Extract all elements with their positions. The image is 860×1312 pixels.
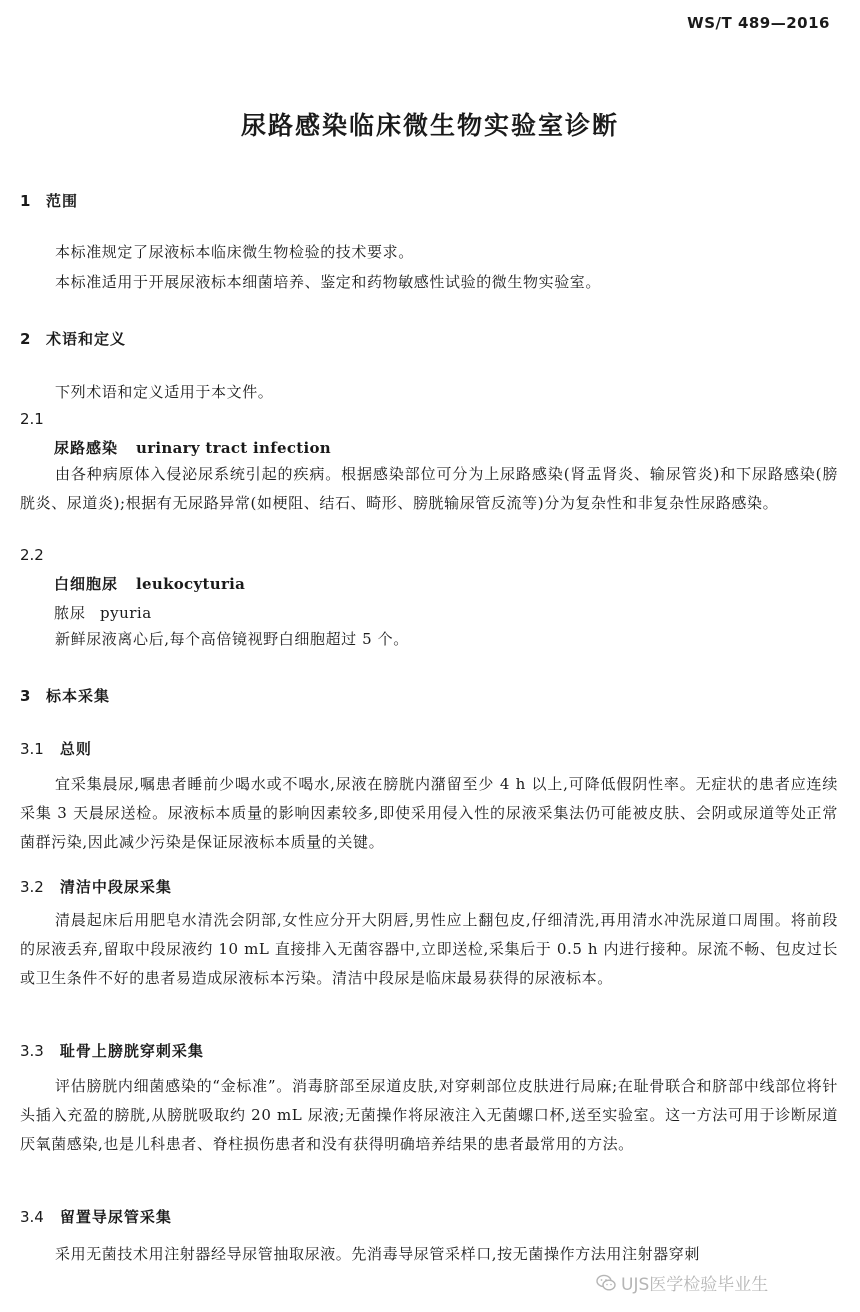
section-number: 3: [20, 687, 32, 705]
watermark-text: UJS医学检验毕业生: [621, 1275, 769, 1295]
term-number: 2.1: [20, 410, 44, 428]
term-definition: 新鲜尿液离心后,每个高倍镜视野白细胞超过 5 个。: [55, 630, 409, 648]
term-zh: 尿路感染: [54, 439, 119, 457]
s2-intro: 下列术语和定义适用于本文件。: [55, 383, 274, 401]
subsection-number: 3.4: [20, 1208, 44, 1226]
section-2-heading: [20, 328, 126, 349]
s3-4-paragraph: 采用无菌技术用注射器经导尿管抽取尿液。先消毒导尿管采样口,按无菌操作方法用注射器穿刺: [55, 1245, 700, 1263]
section-title: 术语和定义: [46, 330, 127, 348]
subsection-title: 清洁中段尿采集: [59, 878, 172, 896]
subsection-3-1-heading: [20, 738, 92, 759]
standard-code: WS/T 489—2016: [687, 14, 830, 32]
s3-1-paragraph: 宜采集晨尿,嘱患者睡前少喝水或不喝水,尿液在膀胱内潴留至少 4 h 以上,可降低假阴性率。无症状的患者应连续采集 3 天晨尿送检。尿液标本质量的影响因素较多,即使采用侵入性的尿液采集法仍可能被皮肤、会阴或尿道等处正常菌群污染,因此减少污染是保证尿液标本质量的关键。: [20, 775, 838, 851]
term-en: urinary tract infection: [136, 439, 331, 457]
synonym-en: pyuria: [100, 604, 152, 622]
term-en: leukocyturia: [136, 575, 246, 593]
subsection-3-4-heading: [20, 1206, 172, 1227]
section-number: 2: [20, 330, 32, 348]
subsection-title: 总则: [59, 740, 92, 758]
s3-2-paragraph: 清晨起床后用肥皂水清洗会阴部,女性应分开大阴唇,男性应上翻包皮,仔细清洗,再用清水冲洗尿道口周围。将前段的尿液丢弃,留取中段尿液约 10 mL 直接排入无菌容器中,立即送检,采集后于 0.5 h 内进行接种。尿流不畅、包皮过长或卫生条件不好的患者易造成尿液标本污染。清洁中段尿是临床最易获得的尿液标本。: [20, 911, 838, 987]
term-definition: 由各种病原体入侵泌尿系统引起的疾病。根据感染部位可分为上尿路感染(肾盂肾炎、输尿管炎)和下尿路感染(膀胱炎、尿道炎);根据有无尿路异常(如梗阻、结石、畸形、膀胱输尿管反流等)分为复杂性和非复杂性尿路感染。: [20, 465, 838, 512]
s1-paragraph-2: 本标准适用于开展尿液标本细菌培养、鉴定和药物敏感性试验的微生物实验室。: [55, 273, 602, 291]
section-3-heading: [20, 685, 110, 706]
term-heading: [54, 437, 331, 458]
term-zh: 白细胞尿: [54, 575, 119, 593]
subsection-3-3-heading: [20, 1040, 204, 1061]
subsection-number: 3.1: [20, 740, 44, 758]
section-1-heading: [20, 190, 78, 211]
subsection-number: 3.2: [20, 878, 44, 896]
s3-3-paragraph: 评估膀胱内细菌感染的“金标准”。消毒脐部至尿道皮肤,对穿刺部位皮肤进行局麻;在耻骨联合和脐部中线部位将针头插入充盈的膀胱,从膀胱吸取约 20 mL 尿液;无菌操作将尿液注入无菌螺口杯,送至实验室。这一方法可用于诊断尿道厌氧菌感染,也是儿科患者、脊柱损伤患者和没有获得明确培养结果的患者最常用的方法。: [20, 1077, 838, 1153]
subsection-title: 耻骨上膀胱穿刺采集: [59, 1042, 204, 1060]
subsection-3-2-heading: [20, 876, 172, 897]
subsection-number: 3.3: [20, 1042, 44, 1060]
wechat-icon: [596, 1274, 616, 1292]
synonym-zh: 脓尿: [54, 604, 87, 622]
section-title: 标本采集: [46, 687, 111, 705]
s1-paragraph-1: 本标准规定了尿液标本临床微生物检验的技术要求。: [55, 243, 414, 261]
term-heading: [54, 573, 245, 594]
section-number: 1: [20, 192, 32, 210]
section-title: 范围: [46, 192, 79, 210]
subsection-title: 留置导尿管采集: [59, 1208, 172, 1226]
watermark: [596, 1270, 768, 1295]
term-synonym: [54, 602, 152, 623]
term-number: 2.2: [20, 546, 44, 564]
document-title: 尿路感染临床微生物实验室诊断: [240, 111, 619, 140]
